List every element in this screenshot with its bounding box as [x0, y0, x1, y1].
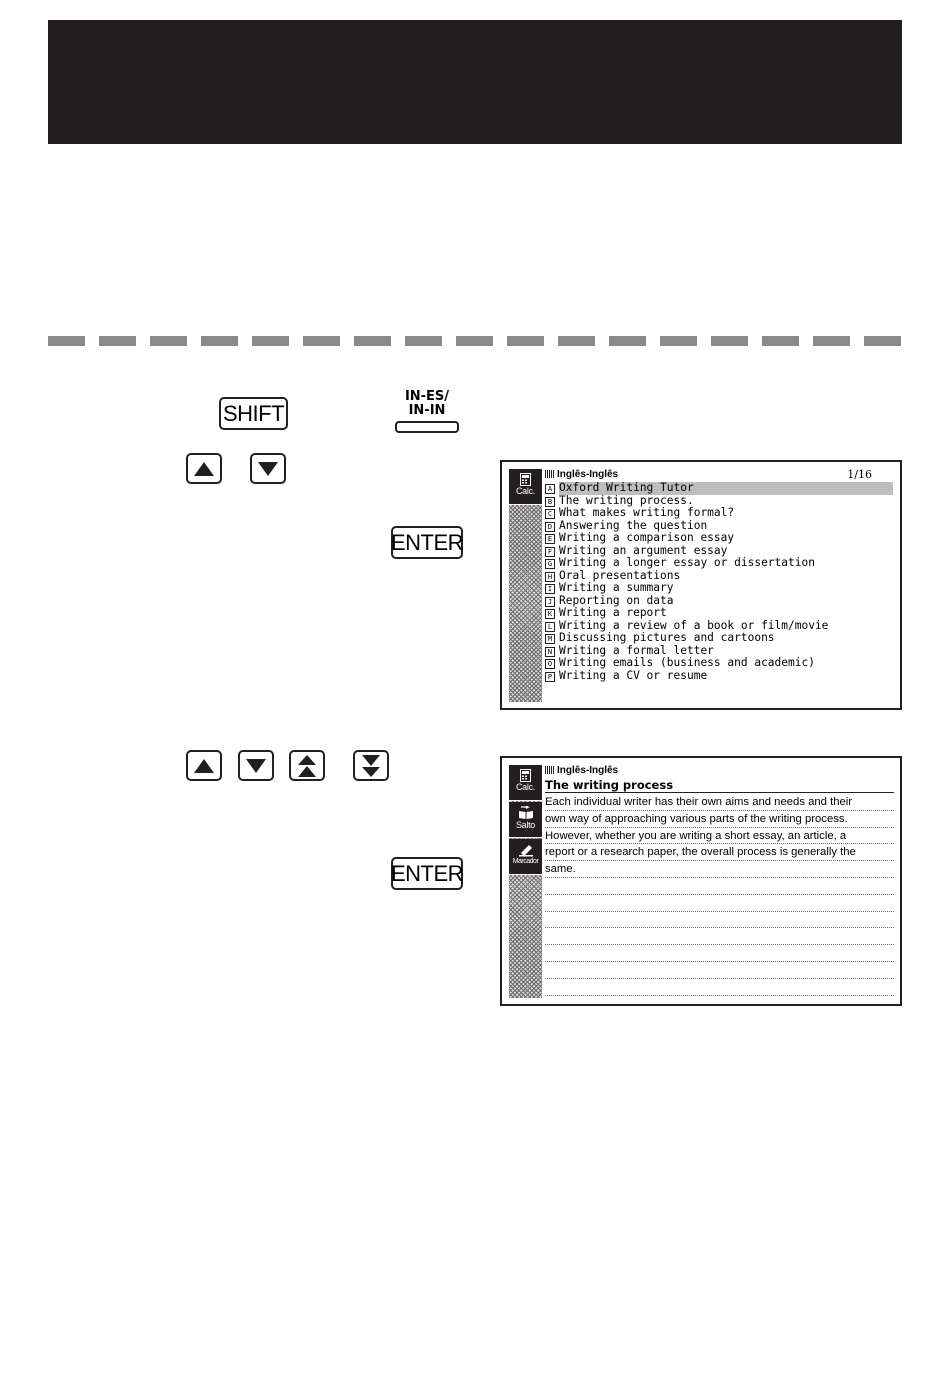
- device-screen-article: [500, 756, 902, 1006]
- up-triangle-icon: [193, 461, 215, 477]
- menu-item[interactable]: D Answering the question: [545, 520, 894, 533]
- menu-item[interactable]: H Oral presentations: [545, 570, 894, 583]
- lang-ines-inin-key[interactable]: [392, 390, 462, 436]
- contents-menu: [545, 482, 894, 682]
- calc-side-button[interactable]: [509, 469, 542, 505]
- calc-label: Calc.: [515, 782, 535, 792]
- menu-item[interactable]: P Writing a CV or resume: [545, 670, 894, 683]
- dictionary-name: Inglês-Inglês: [557, 765, 619, 776]
- menu-item[interactable]: E Writing a comparison essay: [545, 532, 894, 545]
- article-body: [545, 794, 894, 996]
- marker-side-button[interactable]: [509, 839, 542, 875]
- calc-side-button[interactable]: [509, 765, 542, 801]
- section-header-bar: [48, 20, 902, 144]
- calculator-icon: [520, 473, 531, 486]
- down-triangle-icon: [257, 461, 279, 477]
- menu-item[interactable]: C What makes writing formal?: [545, 507, 894, 520]
- article-line: [545, 979, 894, 996]
- lang-key-label-bottom: IN-IN: [408, 403, 446, 418]
- article-line: Each individual writer has their own aims and needs and their: [545, 794, 894, 811]
- down-triangle-icon: [245, 758, 267, 774]
- jump-label: Salto: [515, 820, 535, 830]
- page-down-key[interactable]: [353, 750, 389, 781]
- menu-item[interactable]: G Writing a longer essay or dissertation: [545, 557, 894, 570]
- page-indicator: 1/16: [847, 468, 872, 481]
- menu-item[interactable]: K Writing a report: [545, 607, 894, 620]
- menu-item[interactable]: N Writing a formal letter: [545, 645, 894, 658]
- screen-sidebar: [509, 469, 542, 702]
- screen-header: [545, 765, 894, 777]
- menu-item[interactable]: M Discussing pictures and cartoons: [545, 632, 894, 645]
- screen-sidebar: [509, 765, 542, 998]
- article-line: own way of approaching various parts of the writing process.: [545, 811, 894, 828]
- menu-item[interactable]: A Oxford Writing Tutor: [545, 482, 894, 495]
- dashed-divider: [48, 336, 902, 346]
- page-up-key[interactable]: [289, 750, 325, 781]
- article-line: report or a research paper, the overall process is generally the: [545, 844, 894, 861]
- article-line: [545, 928, 894, 945]
- dictionary-icon: [545, 766, 554, 774]
- double-down-triangle-icon: [360, 754, 382, 778]
- dictionary-name: Inglês-Inglês: [557, 469, 619, 480]
- menu-item[interactable]: B The writing process.: [545, 495, 894, 508]
- enter-key[interactable]: ENTER: [391, 526, 463, 559]
- article-title: The writing process: [545, 778, 894, 793]
- jump-book-icon: [518, 806, 534, 820]
- article-line: same.: [545, 861, 894, 878]
- enter-key-2[interactable]: ENTER: [391, 857, 463, 890]
- down-arrow-key-2[interactable]: [238, 750, 274, 781]
- double-up-triangle-icon: [296, 754, 318, 778]
- dictionary-icon: [545, 470, 554, 478]
- device-screen-menu: [500, 460, 902, 710]
- up-arrow-key[interactable]: [186, 453, 222, 484]
- calculator-icon: [520, 769, 531, 782]
- screen-header: [545, 469, 894, 481]
- down-arrow-key[interactable]: [250, 453, 286, 484]
- article-line: However, whether you are writing a short essay, an article, a: [545, 828, 894, 845]
- marker-pen-icon: [518, 843, 534, 857]
- article-line: [545, 912, 894, 929]
- menu-item[interactable]: O Writing emails (business and academic): [545, 657, 894, 670]
- menu-item[interactable]: F Writing an argument essay: [545, 545, 894, 558]
- lang-key-label-top: IN-ES/: [404, 389, 450, 404]
- article-line: [545, 945, 894, 962]
- calc-label: Calc.: [515, 486, 535, 496]
- shift-key[interactable]: SHIFT: [219, 397, 288, 430]
- article-line: [545, 895, 894, 912]
- menu-item[interactable]: J Reporting on data: [545, 595, 894, 608]
- article-line: [545, 878, 894, 895]
- marker-label: Marcador: [512, 858, 539, 865]
- jump-side-button[interactable]: [509, 802, 542, 838]
- menu-item[interactable]: I Writing a summary: [545, 582, 894, 595]
- menu-item[interactable]: L Writing a review of a book or film/movie: [545, 620, 894, 633]
- article-line: [545, 962, 894, 979]
- lang-key-cap: [395, 421, 459, 433]
- up-triangle-icon: [193, 758, 215, 774]
- up-arrow-key-2[interactable]: [186, 750, 222, 781]
